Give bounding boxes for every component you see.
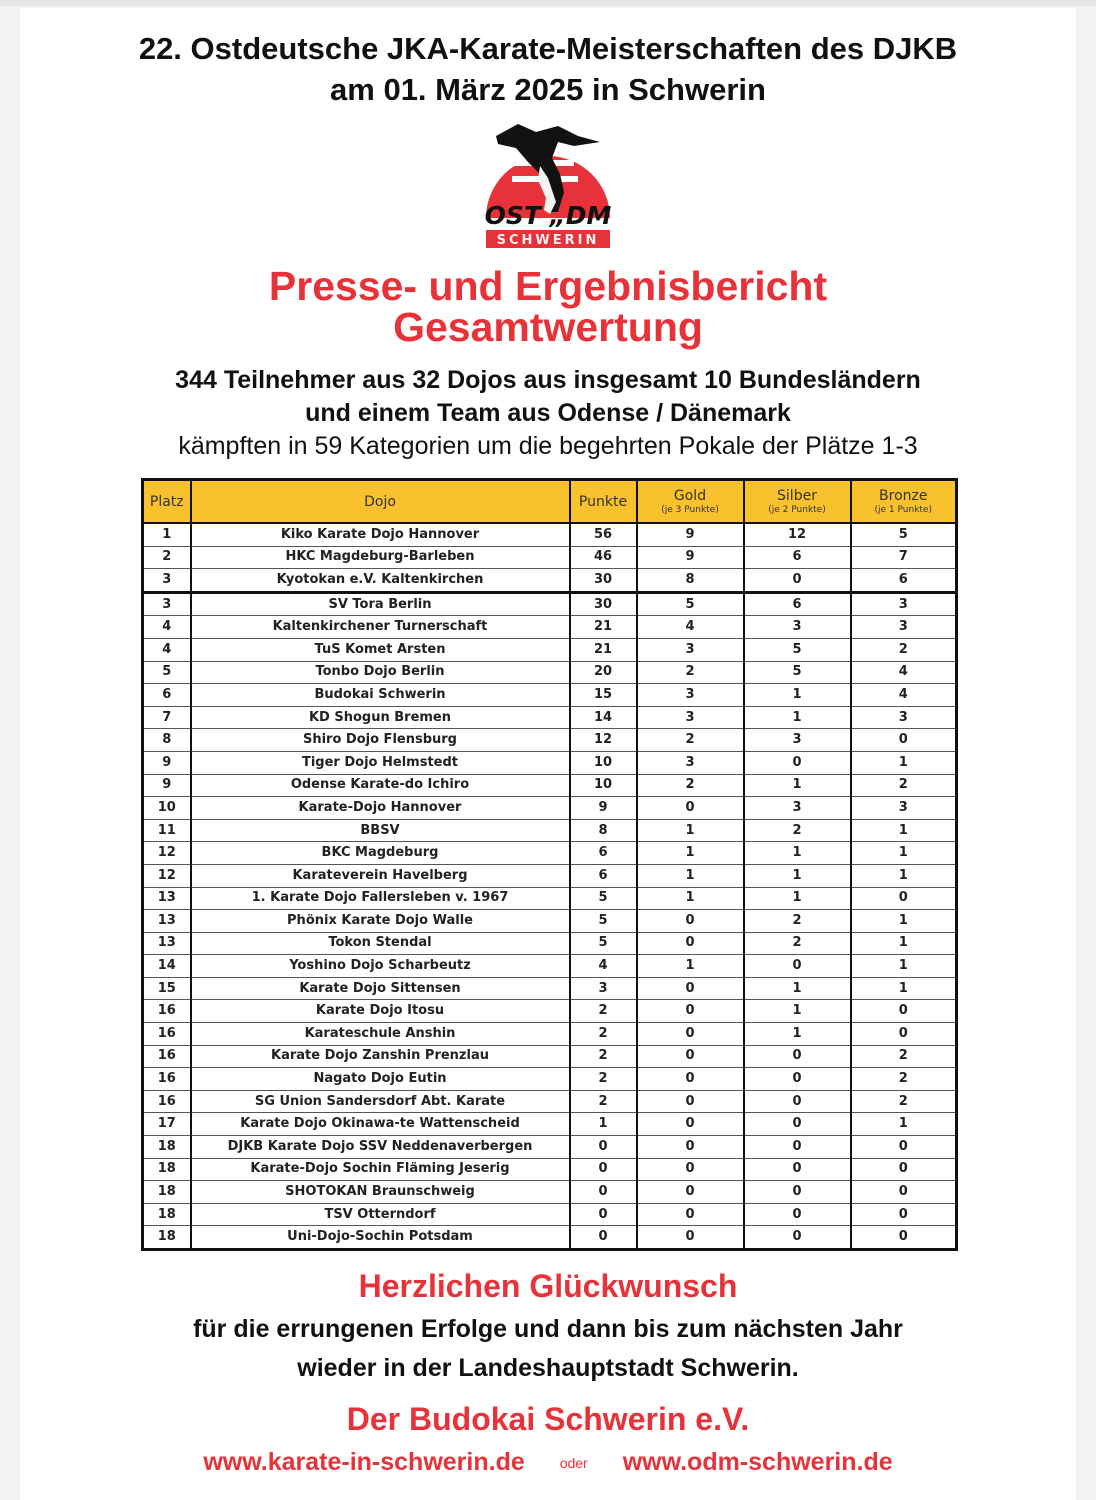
cell-punkte: 10 <box>570 751 637 774</box>
cell-dojo: SG Union Sandersdorf Abt. Karate <box>191 1090 570 1113</box>
gold-label: Gold <box>673 487 707 504</box>
table-row <box>143 932 957 955</box>
cell-platz: 17 <box>143 1113 191 1136</box>
cell-gold: 1 <box>637 842 744 865</box>
table-row <box>143 977 957 1000</box>
cell-platz: 4 <box>143 638 191 661</box>
cell-platz: 9 <box>143 751 191 774</box>
cell-punkte: 8 <box>570 819 637 842</box>
cell-silber: 0 <box>744 1181 851 1204</box>
cell-dojo: BKC Magdeburg <box>191 842 570 865</box>
cell-punkte: 5 <box>570 932 637 955</box>
table-row <box>143 797 957 820</box>
cell-gold: 0 <box>637 1158 744 1181</box>
cell-silber: 1 <box>744 864 851 887</box>
table-row <box>143 638 957 661</box>
bronze-label: Bronze <box>879 487 928 504</box>
cell-silber: 0 <box>744 955 851 978</box>
table-row <box>143 1203 957 1226</box>
table-row <box>143 706 957 729</box>
intro-line-1: 344 Teilnehmer aus 32 Dojos aus insgesamt 10 Bundesländern <box>175 366 921 394</box>
cell-dojo: HKC Magdeburg-Barleben <box>191 546 570 569</box>
cell-punkte: 15 <box>570 684 637 707</box>
cell-silber: 12 <box>744 523 851 546</box>
report-line-2: Gesamtwertung <box>393 304 703 350</box>
cell-bronze: 1 <box>851 842 957 865</box>
cell-bronze: 2 <box>851 638 957 661</box>
table-row <box>143 661 957 684</box>
cell-bronze: 5 <box>851 523 957 546</box>
cell-platz: 12 <box>143 842 191 865</box>
cell-silber: 0 <box>744 1068 851 1091</box>
report-line-1: Presse- und Ergebnisbericht <box>268 263 828 309</box>
cell-bronze: 2 <box>851 1090 957 1113</box>
col-header-punkte: Punkte <box>570 480 637 524</box>
cell-gold: 5 <box>637 592 744 616</box>
cell-silber: 0 <box>744 1203 851 1226</box>
table-row <box>143 684 957 707</box>
cell-dojo: Karate Dojo Okinawa-te Wattenscheid <box>191 1113 570 1136</box>
club-name: Der Budokai Schwerin e.V. <box>346 1401 750 1437</box>
col-header-gold <box>637 480 744 524</box>
results-body <box>143 523 957 1250</box>
cell-dojo: Karate Dojo Zanshin Prenzlau <box>191 1045 570 1068</box>
cell-gold: 0 <box>637 1203 744 1226</box>
table-row <box>143 864 957 887</box>
cell-silber: 1 <box>744 977 851 1000</box>
cell-punkte: 2 <box>570 1090 637 1113</box>
cell-platz: 18 <box>143 1203 191 1226</box>
cell-punkte: 30 <box>570 569 637 593</box>
cell-platz: 18 <box>143 1136 191 1159</box>
cell-punkte: 6 <box>570 864 637 887</box>
cell-dojo: TSV Otterndorf <box>191 1203 570 1226</box>
cell-silber: 2 <box>744 819 851 842</box>
cell-bronze: 7 <box>851 546 957 569</box>
cell-bronze: 3 <box>851 706 957 729</box>
cell-bronze: 1 <box>851 751 957 774</box>
cell-silber: 2 <box>744 932 851 955</box>
cell-bronze: 0 <box>851 1000 957 1023</box>
cell-punkte: 3 <box>570 977 637 1000</box>
table-row <box>143 1000 957 1023</box>
cell-silber: 5 <box>744 661 851 684</box>
table-row <box>143 1023 957 1046</box>
cell-silber: 3 <box>744 729 851 752</box>
cell-silber: 0 <box>744 569 851 593</box>
cell-platz: 3 <box>143 592 191 616</box>
cell-silber: 5 <box>744 638 851 661</box>
cell-silber: 6 <box>744 592 851 616</box>
cell-dojo: SV Tora Berlin <box>191 592 570 616</box>
cell-gold: 0 <box>637 1136 744 1159</box>
cell-platz: 13 <box>143 932 191 955</box>
table-row <box>143 842 957 865</box>
cell-punkte: 56 <box>570 523 637 546</box>
cell-platz: 16 <box>143 1000 191 1023</box>
col-header-dojo: Dojo <box>191 480 570 524</box>
cell-bronze: 6 <box>851 569 957 593</box>
title-line-1: 22. Ostdeutsche JKA-Karate-Meisterschaften des DJKB <box>138 31 958 66</box>
ostdm-logo <box>478 118 618 254</box>
cell-dojo: DJKB Karate Dojo SSV Neddenaverbergen <box>191 1136 570 1159</box>
cell-platz: 10 <box>143 797 191 820</box>
cell-dojo: Tiger Dojo Helmstedt <box>191 751 570 774</box>
cell-dojo: SHOTOKAN Braunschweig <box>191 1181 570 1204</box>
cell-bronze: 1 <box>851 955 957 978</box>
cell-punkte: 9 <box>570 797 637 820</box>
table-row <box>143 887 957 910</box>
cell-punkte: 0 <box>570 1136 637 1159</box>
table-row <box>143 910 957 933</box>
cell-platz: 1 <box>143 523 191 546</box>
closing-line-1: für die errungenen Erfolge und dann bis zum nächsten Jahr <box>193 1315 903 1343</box>
cell-silber: 1 <box>744 887 851 910</box>
cell-gold: 0 <box>637 1090 744 1113</box>
table-row <box>143 616 957 639</box>
cell-punkte: 46 <box>570 546 637 569</box>
cell-gold: 3 <box>637 751 744 774</box>
cell-silber: 1 <box>744 1023 851 1046</box>
cell-platz: 11 <box>143 819 191 842</box>
cell-gold: 0 <box>637 910 744 933</box>
cell-platz: 15 <box>143 977 191 1000</box>
cell-gold: 0 <box>637 1226 744 1250</box>
cell-gold: 0 <box>637 1023 744 1046</box>
cell-dojo: Uni-Dojo-Sochin Potsdam <box>191 1226 570 1250</box>
cell-gold: 8 <box>637 569 744 593</box>
cell-platz: 4 <box>143 616 191 639</box>
cell-punkte: 5 <box>570 887 637 910</box>
cell-punkte: 0 <box>570 1203 637 1226</box>
cell-bronze: 3 <box>851 616 957 639</box>
cell-silber: 0 <box>744 1136 851 1159</box>
cell-dojo: Budokai Schwerin <box>191 684 570 707</box>
cell-bronze: 0 <box>851 887 957 910</box>
cell-punkte: 6 <box>570 842 637 865</box>
table-row <box>143 1090 957 1113</box>
cell-bronze: 2 <box>851 1068 957 1091</box>
cell-platz: 16 <box>143 1090 191 1113</box>
table-row <box>143 546 957 569</box>
col-header-bronze <box>851 480 957 524</box>
table-row <box>143 592 957 616</box>
cell-dojo: 1. Karate Dojo Fallersleben v. 1967 <box>191 887 570 910</box>
cell-platz: 9 <box>143 774 191 797</box>
report-heading <box>0 263 1096 350</box>
table-header-row <box>143 480 957 524</box>
cell-gold: 2 <box>637 661 744 684</box>
table-row <box>143 1226 957 1250</box>
cell-punkte: 4 <box>570 955 637 978</box>
cell-silber: 3 <box>744 616 851 639</box>
link-odm-schwerin[interactable]: www.odm-schwerin.de <box>622 1448 893 1476</box>
cell-punkte: 2 <box>570 1023 637 1046</box>
cell-punkte: 0 <box>570 1181 637 1204</box>
cell-platz: 5 <box>143 661 191 684</box>
congratulations-heading: Herzlichen Glückwunsch <box>358 1268 738 1304</box>
cell-bronze: 1 <box>851 977 957 1000</box>
logo-text-ostdm: OST „DM <box>484 201 612 230</box>
cell-silber: 0 <box>744 1113 851 1136</box>
cell-platz: 18 <box>143 1181 191 1204</box>
cell-gold: 1 <box>637 955 744 978</box>
cell-gold: 0 <box>637 1045 744 1068</box>
cell-punkte: 12 <box>570 729 637 752</box>
cell-platz: 6 <box>143 684 191 707</box>
intro-summary <box>0 364 1096 463</box>
cell-dojo: Karate Dojo Itosu <box>191 1000 570 1023</box>
cell-gold: 3 <box>637 638 744 661</box>
cell-gold: 4 <box>637 616 744 639</box>
intro-line-3: kämpften in 59 Kategorien um die begehrten Pokale der Plätze 1-3 <box>178 432 918 460</box>
logo-text-schwerin: SCHWERIN <box>496 233 600 248</box>
table-row <box>143 1068 957 1091</box>
cell-dojo: Karate-Dojo Hannover <box>191 797 570 820</box>
cell-platz: 14 <box>143 955 191 978</box>
cell-bronze: 0 <box>851 729 957 752</box>
cell-bronze: 2 <box>851 1045 957 1068</box>
cell-dojo: Shiro Dojo Flensburg <box>191 729 570 752</box>
table-row <box>143 751 957 774</box>
cell-gold: 3 <box>637 684 744 707</box>
cell-dojo: Karateschule Anshin <box>191 1023 570 1046</box>
cell-silber: 0 <box>744 1226 851 1250</box>
table-row <box>143 1158 957 1181</box>
cell-bronze: 1 <box>851 932 957 955</box>
table-row <box>143 523 957 546</box>
cell-punkte: 21 <box>570 638 637 661</box>
cell-punkte: 30 <box>570 592 637 616</box>
table-row <box>143 569 957 593</box>
cell-silber: 1 <box>744 1000 851 1023</box>
silber-label: Silber <box>777 487 817 504</box>
cell-bronze: 0 <box>851 1181 957 1204</box>
cell-platz: 18 <box>143 1226 191 1250</box>
cell-gold: 1 <box>637 864 744 887</box>
cell-silber: 0 <box>744 1090 851 1113</box>
table-row <box>143 1181 957 1204</box>
cell-dojo: KD Shogun Bremen <box>191 706 570 729</box>
cell-punkte: 1 <box>570 1113 637 1136</box>
intro-line-2: und einem Team aus Odense / Dänemark <box>305 399 791 427</box>
cell-platz: 13 <box>143 910 191 933</box>
cell-punkte: 5 <box>570 910 637 933</box>
cell-punkte: 10 <box>570 774 637 797</box>
cell-gold: 0 <box>637 1113 744 1136</box>
link-karate-in-schwerin[interactable]: www.karate-in-schwerin.de <box>203 1448 525 1476</box>
cell-dojo: Kiko Karate Dojo Hannover <box>191 523 570 546</box>
cell-punkte: 21 <box>570 616 637 639</box>
cell-gold: 0 <box>637 1181 744 1204</box>
cell-silber: 0 <box>744 1045 851 1068</box>
cell-bronze: 1 <box>851 1113 957 1136</box>
cell-platz: 18 <box>143 1158 191 1181</box>
table-row <box>143 1113 957 1136</box>
cell-gold: 0 <box>637 977 744 1000</box>
cell-dojo: Odense Karate-do Ichiro <box>191 774 570 797</box>
cell-platz: 13 <box>143 887 191 910</box>
cell-gold: 2 <box>637 774 744 797</box>
cell-dojo: Kyotokan e.V. Kaltenkirchen <box>191 569 570 593</box>
cell-dojo: BBSV <box>191 819 570 842</box>
cell-bronze: 0 <box>851 1226 957 1250</box>
cell-bronze: 0 <box>851 1203 957 1226</box>
cell-bronze: 0 <box>851 1023 957 1046</box>
table-row <box>143 955 957 978</box>
cell-bronze: 0 <box>851 1158 957 1181</box>
cell-silber: 1 <box>744 684 851 707</box>
cell-bronze: 1 <box>851 819 957 842</box>
closing-line-2: wieder in der Landeshauptstadt Schwerin. <box>297 1354 799 1382</box>
cell-platz: 8 <box>143 729 191 752</box>
cell-gold: 9 <box>637 546 744 569</box>
link-separator: oder <box>559 1455 588 1472</box>
cell-gold: 0 <box>637 1068 744 1091</box>
table-row <box>143 819 957 842</box>
cell-gold: 0 <box>637 797 744 820</box>
cell-platz: 2 <box>143 546 191 569</box>
top-divider <box>0 0 1096 6</box>
cell-silber: 6 <box>744 546 851 569</box>
cell-punkte: 2 <box>570 1045 637 1068</box>
cell-silber: 0 <box>744 751 851 774</box>
gold-sublabel: (je 3 Punkte) <box>661 504 719 515</box>
cell-bronze: 4 <box>851 684 957 707</box>
silber-sublabel: (je 2 Punkte) <box>768 504 826 515</box>
cell-punkte: 14 <box>570 706 637 729</box>
cell-punkte: 2 <box>570 1068 637 1091</box>
table-row <box>143 774 957 797</box>
cell-platz: 16 <box>143 1023 191 1046</box>
cell-bronze: 4 <box>851 661 957 684</box>
cell-punkte: 0 <box>570 1158 637 1181</box>
cell-silber: 1 <box>744 706 851 729</box>
cell-dojo: Karate Dojo Sittensen <box>191 977 570 1000</box>
cell-platz: 16 <box>143 1045 191 1068</box>
table-row <box>143 1136 957 1159</box>
results-table <box>141 478 958 1251</box>
cell-bronze: 1 <box>851 864 957 887</box>
bronze-sublabel: (je 1 Punkte) <box>874 504 932 515</box>
title-line-2: am 01. März 2025 in Schwerin <box>330 72 766 107</box>
cell-dojo: Yoshino Dojo Scharbeutz <box>191 955 570 978</box>
cell-silber: 1 <box>744 774 851 797</box>
cell-gold: 1 <box>637 819 744 842</box>
cell-gold: 1 <box>637 887 744 910</box>
cell-gold: 0 <box>637 932 744 955</box>
cell-silber: 0 <box>744 1158 851 1181</box>
cell-punkte: 2 <box>570 1000 637 1023</box>
cell-punkte: 20 <box>570 661 637 684</box>
cell-dojo: Kaltenkirchener Turnerschaft <box>191 616 570 639</box>
cell-silber: 1 <box>744 842 851 865</box>
website-links <box>0 1444 1096 1481</box>
cell-gold: 9 <box>637 523 744 546</box>
cell-gold: 0 <box>637 1000 744 1023</box>
cell-dojo: Karateverein Havelberg <box>191 864 570 887</box>
cell-bronze: 1 <box>851 910 957 933</box>
cell-dojo: Phönix Karate Dojo Walle <box>191 910 570 933</box>
col-header-silber <box>744 480 851 524</box>
cell-bronze: 0 <box>851 1136 957 1159</box>
cell-platz: 3 <box>143 569 191 593</box>
cell-platz: 12 <box>143 864 191 887</box>
cell-gold: 2 <box>637 729 744 752</box>
cell-dojo: Tokon Stendal <box>191 932 570 955</box>
page-title <box>0 28 1096 110</box>
cell-bronze: 3 <box>851 592 957 616</box>
cell-dojo: Tonbo Dojo Berlin <box>191 661 570 684</box>
table-row <box>143 729 957 752</box>
cell-platz: 7 <box>143 706 191 729</box>
cell-dojo: Karate-Dojo Sochin Fläming Jeserig <box>191 1158 570 1181</box>
closing-message <box>0 1310 1096 1388</box>
cell-bronze: 3 <box>851 797 957 820</box>
cell-platz: 16 <box>143 1068 191 1091</box>
cell-dojo: Nagato Dojo Eutin <box>191 1068 570 1091</box>
cell-gold: 3 <box>637 706 744 729</box>
cell-silber: 2 <box>744 910 851 933</box>
table-row <box>143 1045 957 1068</box>
cell-dojo: TuS Komet Arsten <box>191 638 570 661</box>
col-header-platz: Platz <box>143 480 191 524</box>
cell-bronze: 2 <box>851 774 957 797</box>
cell-punkte: 0 <box>570 1226 637 1250</box>
cell-silber: 3 <box>744 797 851 820</box>
